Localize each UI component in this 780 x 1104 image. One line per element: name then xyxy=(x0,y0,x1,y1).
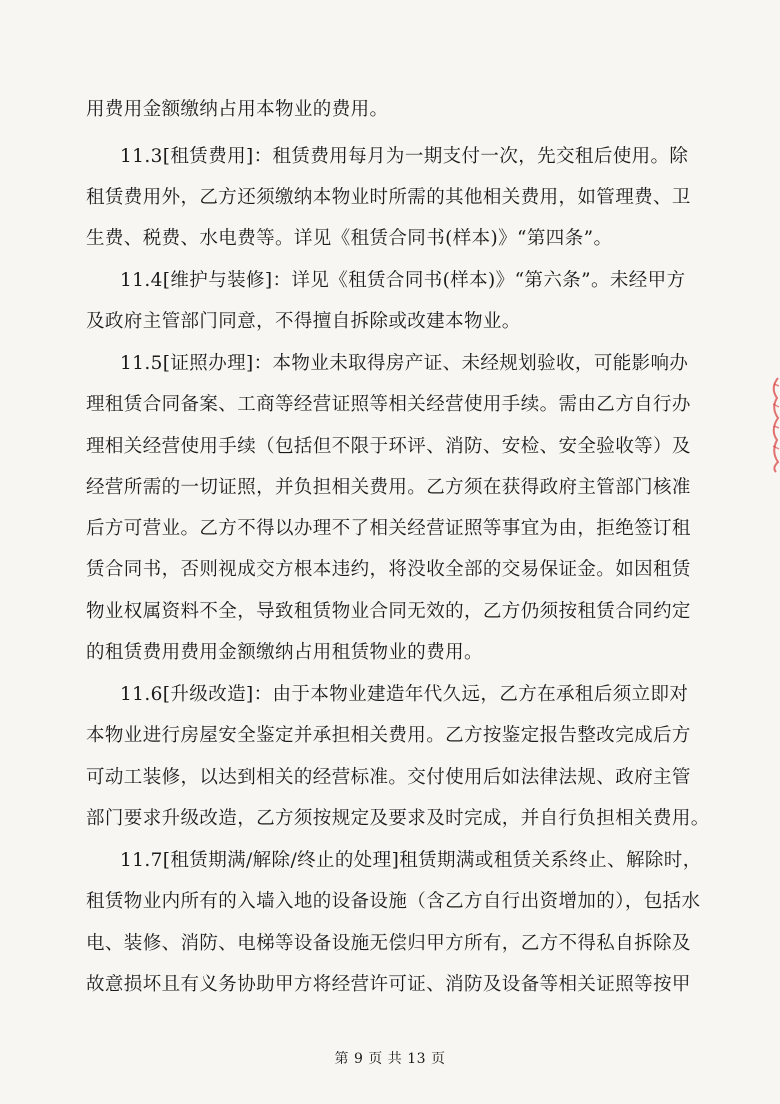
text-line-3: 租赁费用外，乙方还须缴纳本物业时所需的其他相关费用，如管理费、卫 xyxy=(86,187,691,208)
text-line-17: 可动工装修，以达到相关的经营标准。交付使用后如法律法规、政府主管 xyxy=(86,767,691,788)
text-line-11: 后方可营业。乙方不得以办理不了相关经营证照等事宜为由，拒绝签订租 xyxy=(86,518,691,539)
page-number-footer: 第 9 页 共 13 页 xyxy=(334,1051,446,1067)
seal-stamp-edge-icon xyxy=(766,374,780,474)
text-line-12: 赁合同书，否则视成交方根本违约，将没收全部的交易保证金。如因租赁 xyxy=(86,559,691,580)
text-line-10: 经营所需的一切证照，并负担相关费用。乙方须在获得政府主管部门核准 xyxy=(86,477,691,498)
text-line-21: 电、装修、消防、电梯等设备设施无偿归甲方所有，乙方不得私自拆除及 xyxy=(86,933,691,954)
text-line-4: 生费、税费、水电费等。详见《租赁合同书(样本)》“第四条”。 xyxy=(86,228,613,249)
text-line-2: 11.3[租赁费用]：租赁费用每月为一期支付一次，先交租后使用。除 xyxy=(120,146,689,167)
text-line-18: 部门要求升级改造，乙方须按规定及要求及时完成，并自行负担相关费用。 xyxy=(86,808,710,829)
text-line-1: 用费用金额缴纳占用本物业的费用。 xyxy=(86,99,389,120)
text-line-22: 故意损坏且有义务协助甲方将经营许可证、消防及设备等相关证照等按甲 xyxy=(86,974,691,995)
text-line-20: 租赁物业内所有的入墙入地的设备设施（含乙方自行出资增加的），包括水 xyxy=(86,891,701,912)
text-line-9: 理相关经营使用手续（包括但不限于环评、消防、安检、安全验收等）及 xyxy=(86,436,691,457)
text-line-5: 11.4[维护与装修]：详见《租赁合同书(样本)》“第六条”。未经甲方 xyxy=(120,270,686,291)
text-line-15: 11.6[升级改造]：由于本物业建造年代久远，乙方在承租后须立即对 xyxy=(120,684,689,705)
text-line-16: 本物业进行房屋安全鉴定并承担相关费用。乙方按鉴定报告整改完成后方 xyxy=(86,725,691,746)
text-line-8: 理租赁合同备案、工商等经营证照等相关经营使用手续。需由乙方自行办 xyxy=(86,394,691,415)
text-line-6: 及政府主管部门同意，不得擅自拆除或改建本物业。 xyxy=(86,311,521,332)
text-line-19: 11.7[租赁期满/解除/终止的处理]租赁期满或租赁关系终止、解除时， xyxy=(120,850,702,871)
text-line-14: 的租赁费用费用金额缴纳占用租赁物业的费用。 xyxy=(86,642,483,663)
text-line-13: 物业权属资料不全，导致租赁物业合同无效的，乙方仍须按租赁合同约定 xyxy=(86,601,691,622)
text-line-7: 11.5[证照办理]：本物业未取得房产证、未经规划验收，可能影响办 xyxy=(120,353,689,374)
